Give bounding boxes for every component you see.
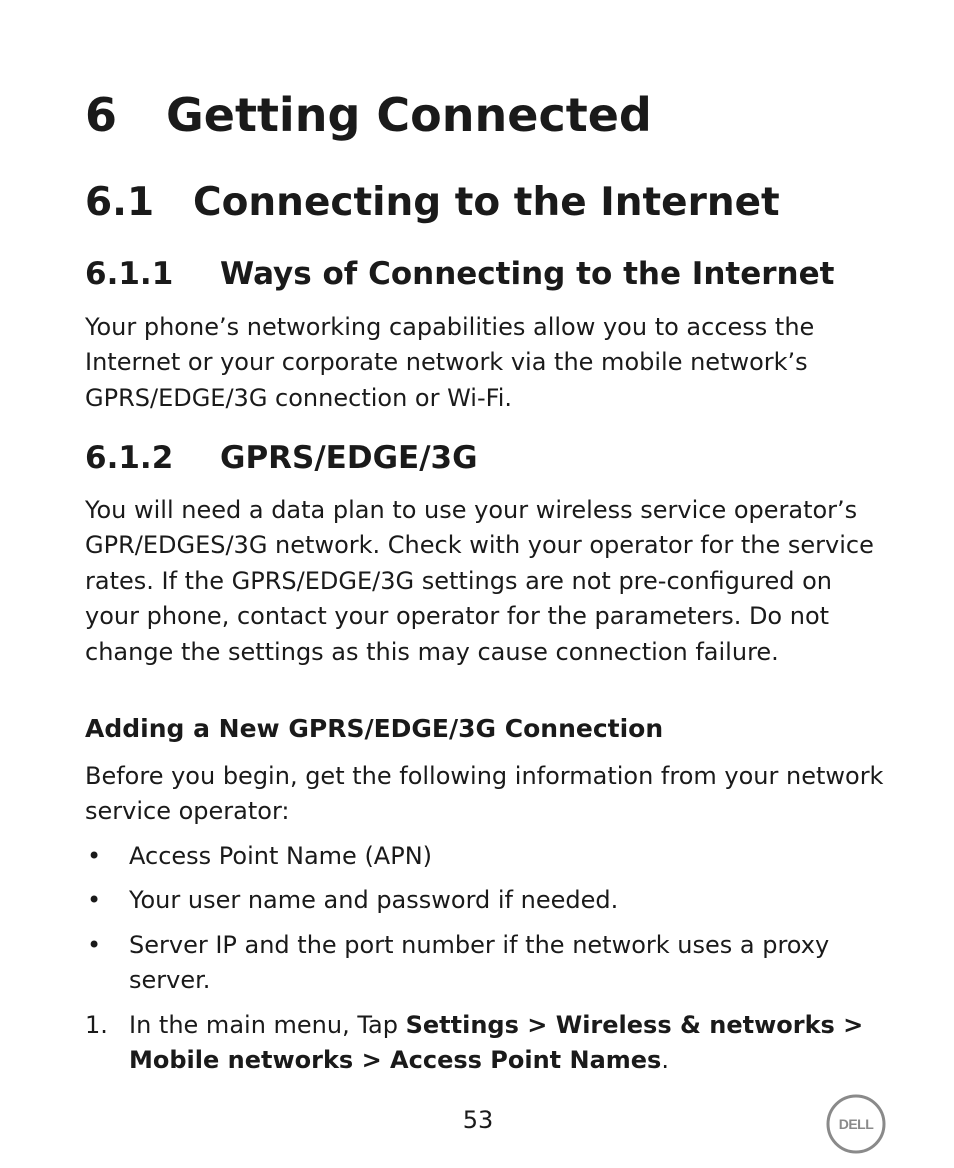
subsection-heading-2	[85, 440, 478, 476]
bullet-marker: •	[87, 886, 102, 915]
step-text-before: In the main menu, Tap	[129, 1011, 406, 1039]
steps-list	[85, 1008, 893, 1088]
list-item	[85, 839, 893, 874]
subsection-heading-1	[85, 256, 834, 292]
chapter-number: 6	[85, 88, 118, 142]
bullet-marker: •	[87, 842, 102, 870]
adding-intro: Before you begin, get the following information from your network service operator:	[85, 762, 884, 826]
adding-connection-heading: Adding a New GPRS/EDGE/3G Connection	[85, 714, 664, 743]
list-item	[85, 883, 893, 918]
dell-logo-icon	[826, 1094, 886, 1154]
requirements-list	[85, 839, 893, 1008]
subsection-body-1: Your phone’s networking capabilities allow you to access the Internet or your corporate network via the mobile network’s GPRS/EDGE/3G connection or Wi-Fi.	[85, 313, 815, 412]
step-text-after: .	[661, 1046, 669, 1075]
section-title: Connecting to the Internet	[193, 180, 780, 225]
chapter-title: Getting Connected	[166, 88, 652, 142]
step-item	[85, 1008, 893, 1079]
list-item	[85, 928, 893, 999]
bullet-text: Server IP and the port number if the network uses a proxy server.	[129, 930, 830, 995]
bullet-text: Your user name and password if needed.	[129, 886, 619, 915]
section-heading	[85, 180, 780, 225]
subsection-body-2: You will need a data plan to use your wireless service operator’s GPR/EDGES/3G network. Check with your operator for the service rates. If the GPRS/EDGE/3G settings are not pre-configured on your phone, contact your operator for the parameters. Do not change the settings as this may cause connection failure.	[85, 496, 874, 666]
page-number: 53	[462, 1106, 494, 1134]
bullet-text: Access Point Name (APN)	[129, 842, 433, 870]
subsection-number-2: 6.1.2	[85, 440, 174, 476]
subsection-title-1: Ways of Connecting to the Internet	[220, 256, 835, 292]
subsection-number-1: 6.1.1	[85, 256, 174, 292]
section-number: 6.1	[85, 180, 155, 225]
subsection-title-2: GPRS/EDGE/3G	[220, 440, 478, 476]
dell-logo-text: DELL	[838, 1116, 874, 1132]
bullet-marker: •	[87, 930, 102, 959]
step-menu-path: Settings > Wireless & networks > Mobile networks > Access Point Names	[129, 1011, 864, 1075]
chapter-heading	[85, 88, 652, 142]
step-number: 1.	[85, 1011, 108, 1039]
